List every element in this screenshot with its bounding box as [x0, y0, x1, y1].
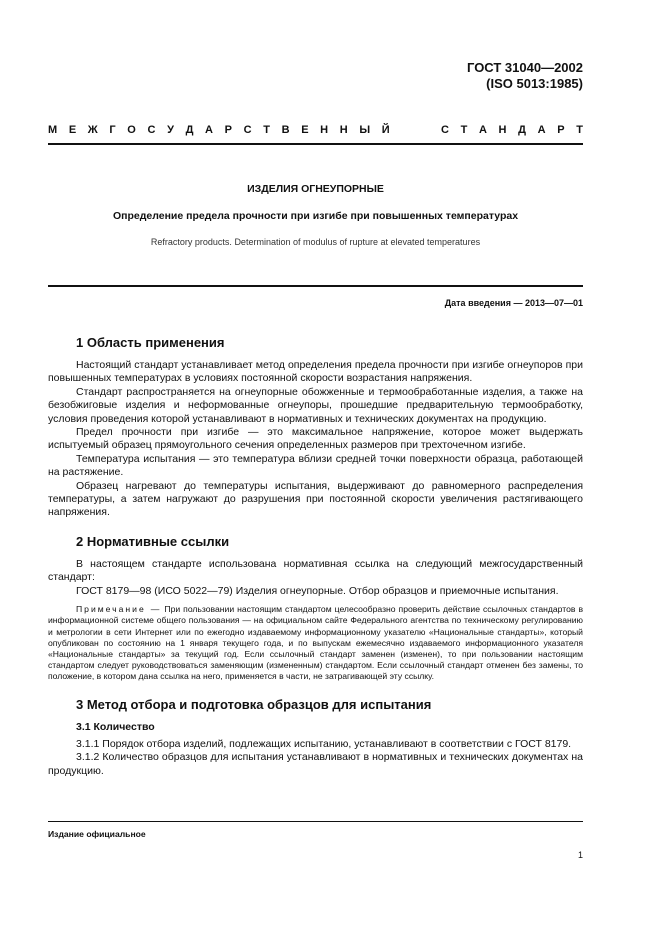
top-rule: [48, 143, 583, 145]
paragraph: Образец нагревают до температуры испытания, выдерживают до равномерного распределения температуры, а затем нагружают до разрушения при постоянной скорости увеличения растягивающего напряжения.: [48, 479, 583, 519]
banner-letter: Н: [320, 124, 329, 136]
banner-letter: Р: [557, 124, 565, 136]
banner-letter: Н: [339, 124, 348, 136]
banner-letter: О: [127, 124, 136, 136]
paragraph: В настоящем стандарте использована нормативная ссылка на следующий межгосударственный стандарт:: [48, 557, 583, 584]
banner-letter: Д: [185, 124, 194, 136]
document-body: [48, 335, 583, 778]
banner-letter: А: [478, 124, 487, 136]
note-label: Примечание —: [76, 604, 162, 615]
paragraph: Настоящий стандарт устанавливает метод определения предела прочности при изгибе огнеупоров при повышенных температурах в условиях постоянной скорости возрастания напряжения.: [48, 359, 583, 385]
gost-number: ГОСТ 31040—2002: [467, 60, 583, 75]
banner-letter: С: [440, 124, 449, 136]
banner-gap: [401, 124, 429, 136]
banner-letter: Ы: [359, 124, 371, 136]
banner-letter: С: [243, 124, 252, 136]
paragraph: ГОСТ 8179—98 (ИСО 5022—79) Изделия огнеупорные. Отбор образцов и приемочные испытания.: [76, 584, 559, 597]
section-1-heading: 1 Область применения: [76, 335, 225, 350]
banner-letter: М: [48, 124, 58, 136]
paragraph: Предел прочности при изгибе — это максимальное напряжение, которое может выдержать испытуемый образец прямоугольного сечения определенных размеров при трехточечном изгибе.: [48, 426, 583, 452]
section-3-heading: 3 Метод отбора и подготовка образцов для испытания: [76, 696, 432, 712]
banner-letter: С: [147, 124, 156, 136]
middle-rule: [48, 285, 583, 287]
standard-designation: [467, 60, 583, 92]
paragraph: Стандарт распространяется на огнеупорные обожженные и термообработанные изделия, а также на безобжиговые изделия и неформованные огнеупоры, прошедшие предварительную термообработку, условия проведения которой устанавливают в нормативных и технических документах на продукцию.: [48, 385, 583, 425]
paragraph: 3.1.2 Количество образцов для испытания устанавливают в нормативных и технических документах на продукцию.: [48, 751, 583, 777]
banner-letter: Т: [460, 124, 468, 136]
banner-letter: Т: [576, 124, 583, 136]
note: [48, 604, 583, 682]
document-title: ИЗДЕЛИЯ ОГНЕУПОРНЫЕ: [247, 183, 384, 195]
introduction-date: Дата введения — 2013—07—01: [444, 298, 583, 308]
document-subtitle: Определение предела прочности при изгибе при повышенных температурах: [112, 210, 519, 222]
banner-letter: Е: [68, 124, 77, 136]
footer-rule: [48, 821, 583, 822]
banner-letter: Н: [498, 124, 507, 136]
paragraph: Температура испытания — это температура вблизи средней точки поверхности образца, работающей на растяжение.: [48, 452, 583, 479]
banner-letter: А: [537, 124, 546, 136]
banner-letter: Ж: [87, 124, 98, 136]
banner-letter: А: [205, 124, 213, 136]
iso-number: (ISO 5013:1985): [486, 76, 583, 91]
banner-letter: В: [281, 124, 290, 136]
subsection-3-1-heading: 3.1 Количество: [76, 720, 155, 733]
official-edition-label: Издание официальное: [48, 829, 146, 839]
note-text: При пользовании настоящим стандартом целесообразно проверить действие ссылочных стандартов в информационной системе общего пользования — на официальном сайте Федерального агентства по техническому регулированию и метрологии в сети Интернет или по ежегодно издаваемому информационному указателю «Национальные стандарты», который опубликован по состоянию на 1 января текущего года, и по выпускам ежемесячно издаваемого информационного указателя «Национальные стандарты» за текущий год. Если ссылочный стандарт заменен (изменен), то при пользовании настоящим стандартом следует руководствоваться заменяющим (измененным) стандартом. Если ссылочный стандарт отменен без замены, то положение, в котором дана ссылка на него, применяется в части, не затрагивающей эту ссылку.: [48, 604, 584, 682]
banner-letter: Р: [224, 124, 232, 136]
english-title: Refractory products. Determination of modulus of rupture at elevated temperatures: [150, 237, 481, 247]
banner-letter: Т: [263, 124, 270, 136]
banner-letter: Г: [109, 124, 116, 136]
banner-letter: Е: [301, 124, 309, 136]
banner-letter: Й: [381, 124, 390, 136]
section-2-heading: 2 Нормативные ссылки: [76, 533, 230, 549]
interstate-standard-banner: [48, 124, 583, 136]
banner-letter: Д: [518, 124, 526, 136]
paragraph: 3.1.1 Порядок отбора изделий, подлежащих испытанию, устанавливают в соответствии с ГОСТ 8179.: [76, 737, 572, 750]
banner-letter: У: [167, 124, 174, 136]
page-number: 1: [577, 850, 583, 860]
